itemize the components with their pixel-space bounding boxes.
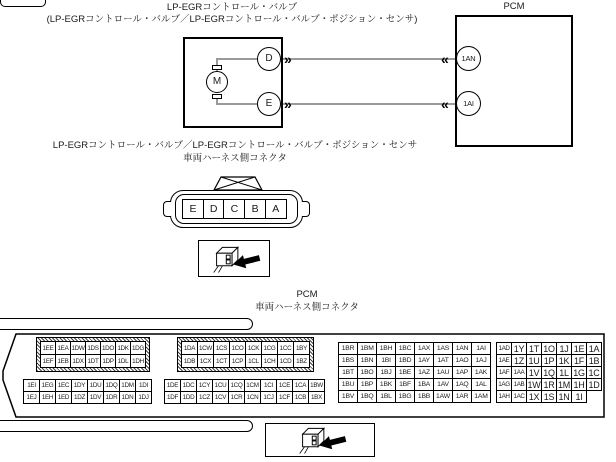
pin-cell-1bs: 1BS (338, 354, 358, 367)
pin-cell-1by: 1BY (293, 341, 310, 355)
pin-cell-1bm: 1BM (357, 342, 377, 355)
pin-cell-1ce: 1CE (276, 379, 293, 392)
pin-cell-1aq: 1AQ (452, 378, 472, 391)
inline-connector-chevron-left-icon: « (441, 96, 447, 112)
pin-cell-1bo: 1BO (357, 366, 377, 379)
pin-cell-1d: 1D (586, 378, 602, 391)
pin-cell-1bg: 1BG (395, 390, 415, 403)
pin-cell-1cz: 1CZ (196, 391, 213, 404)
pin-cell-1k: 1K (556, 354, 572, 367)
pin-cell-1ad: 1AD (496, 342, 512, 355)
pin-cell-1n: 1N (556, 390, 572, 403)
pin-cell-a: A (265, 199, 287, 219)
pin-cell-1o: 1O (541, 342, 557, 355)
pin-cell-c: C (223, 199, 245, 219)
pin-cell-1aa: 1AA (511, 366, 527, 379)
pin-cell-1dt: 1DT (85, 354, 101, 368)
valve-subtitle: (LP-EGRコントロール・バルブ／LP-EGRコントロール・バルブ・ポジション・センサ) (46, 14, 418, 25)
pin-cell-1f: 1F (571, 354, 587, 367)
pin-cell-1ci: 1CI (260, 379, 277, 392)
pin-cell-1bq: 1BQ (357, 390, 377, 403)
pin-cell-1cn: 1CN (244, 391, 261, 404)
pin-block-top-mid (177, 337, 314, 372)
pin-cell-1q: 1Q (541, 366, 557, 379)
pin-block-bottom-mid (164, 379, 325, 404)
pin-cell-1dw: 1DW (70, 341, 86, 355)
pin-cell-1df: 1DF (164, 391, 181, 404)
pcm-pin-1an: 1AN (456, 46, 481, 71)
pin-cell-1bf: 1BF (395, 378, 415, 391)
motor-icon: M (206, 71, 228, 93)
pin-cell-1bl: 1BL (376, 390, 396, 403)
pin-cell-1ec: 1EC (55, 379, 72, 392)
pin-cell-1dn: 1DN (119, 391, 136, 404)
pin-cell-1dl: 1DL (115, 354, 131, 368)
motor-brush-top-icon (212, 65, 222, 70)
pin-cell-1be: 1BE (395, 366, 415, 379)
pin-cell-1al: 1AL (471, 378, 491, 391)
pin-cell-1bu: 1BU (338, 378, 358, 391)
pin-cell-1cw: 1CW (197, 341, 214, 355)
pin-cell-1ea: 1EA (55, 341, 71, 355)
pin-block-top-left (36, 337, 150, 372)
pin-row (182, 199, 287, 219)
pin-row (40, 341, 146, 355)
pin-cell-1da: 1DA (181, 341, 198, 355)
pin-cell-1br: 1BR (338, 342, 358, 355)
pin-row (181, 341, 310, 355)
pin-block-right-large (338, 342, 491, 403)
pin-cell-1s: 1S (541, 390, 557, 403)
pin-cell-1ck: 1CK (245, 341, 262, 355)
pin-cell-1au: 1AU (433, 366, 453, 379)
pcm-connector-rail-top (0, 318, 253, 330)
pin-cell-1ap: 1AP (452, 366, 472, 379)
harness-connector-sublabel: 車両ハーネス側コネクタ (183, 153, 287, 164)
inline-connector-chevron-right-icon: » (284, 51, 290, 67)
pin-cell-1cv: 1CV (212, 391, 229, 404)
pin-cell-1ch: 1CH (261, 354, 278, 368)
pin-cell-1co: 1CO (229, 341, 246, 355)
pin-cell-1an: 1AN (452, 342, 472, 355)
valve-title: LP-EGRコントロール・バルブ (166, 2, 298, 13)
pin-cell-1cl: 1CL (245, 354, 262, 368)
pin-cell-1v: 1V (526, 366, 542, 379)
pin-cell-1e: 1E (571, 342, 587, 355)
pin-cell-1cg: 1CG (261, 341, 278, 355)
pin-row (40, 354, 146, 368)
connector-side-tab-right (302, 201, 310, 217)
pin-cell-1a: 1A (586, 342, 602, 355)
wire-d-to-1an (269, 58, 468, 60)
pin-cell-1cy: 1CY (196, 379, 213, 392)
pin-cell-1ak: 1AK (471, 366, 491, 379)
pin-cell-1cb: 1CB (292, 391, 309, 404)
pin-cell-1g: 1G (571, 366, 587, 379)
pin-cell-1bz: 1BZ (293, 354, 310, 368)
pin-cell-1p: 1P (541, 354, 557, 367)
pin-cell-1cx: 1CX (197, 354, 214, 368)
pin-cell-1bv: 1BV (338, 390, 358, 403)
pin-cell-1cd: 1CD (277, 354, 294, 368)
pin-cell-1dy: 1DY (71, 379, 88, 392)
pin-cell-1dj: 1DJ (135, 391, 152, 404)
pcm-title: PCM (503, 1, 525, 12)
pin-cell-1dk: 1DK (115, 341, 131, 355)
pin-cell-1bn: 1BN (357, 354, 377, 367)
pin-cell-1ed: 1ED (55, 391, 72, 404)
pin-cell-1ba: 1BA (414, 378, 434, 391)
pin-cell-1ax: 1AX (414, 342, 434, 355)
inline-connector-chevron-left-icon: « (441, 51, 447, 67)
pin-cell-1ei: 1EI (23, 379, 40, 392)
pin-cell-1dg: 1DG (130, 341, 146, 355)
pin-cell-1m: 1M (556, 378, 572, 391)
pin-cell-1dp: 1DP (100, 354, 116, 368)
pin-cell-1dz: 1DZ (71, 391, 88, 404)
pin-cell-1u: 1U (526, 354, 542, 367)
pin-cell-1de: 1DE (164, 379, 181, 392)
pin-cell-1as: 1AS (433, 342, 453, 355)
pin-cell-1t: 1T (526, 342, 542, 355)
pin-cell-1dh: 1DH (130, 354, 146, 368)
pin-row (496, 390, 602, 403)
pin-cell-1bj: 1BJ (376, 366, 396, 379)
pin-cell-1ao: 1AO (452, 354, 472, 367)
motor-brush-bottom-icon (212, 94, 222, 99)
pin-cell-1ee: 1EE (40, 341, 56, 355)
connector-side-tab-left (163, 201, 171, 217)
wire-e-to-1ai (269, 103, 468, 105)
pin-cell-1at: 1AT (433, 354, 453, 367)
valve-pin-d: D (257, 47, 281, 71)
pin-cell-1av: 1AV (433, 378, 453, 391)
pin-cell-1cj: 1CJ (260, 391, 277, 404)
pin-cell-1y: 1Y (511, 342, 527, 355)
connector-sketch-icon (291, 425, 349, 455)
connector-sketch-icon (205, 244, 263, 274)
pin-cell-1l: 1L (556, 366, 572, 379)
pin-cell-1x: 1X (526, 390, 542, 403)
pin-cell-1dq: 1DQ (103, 379, 120, 392)
pin-cell-1bw: 1BW (308, 379, 325, 392)
pin-cell-1i: 1I (571, 390, 587, 403)
pin-row (23, 391, 152, 404)
pin-cell-1bc: 1BC (395, 342, 415, 355)
inline-connector-chevron-right-icon: » (284, 96, 290, 112)
pin-cell-1ar: 1AR (452, 390, 472, 403)
pcm-box (455, 15, 573, 147)
pin-cell-1h: 1H (571, 378, 587, 391)
pcm-pin-1ai: 1AI (456, 91, 481, 116)
pin-cell-1bd: 1BD (395, 354, 415, 367)
pin-cell-1aj: 1AJ (471, 354, 491, 367)
pin-cell-1bh: 1BH (376, 342, 396, 355)
pin-cell-1ag: 1AG (496, 378, 512, 391)
pin-cell-1dr: 1DR (103, 391, 120, 404)
pin-cell-1db: 1DB (181, 354, 198, 368)
pin-cell-1dm: 1DM (119, 379, 136, 392)
pin-cell-1az: 1AZ (414, 366, 434, 379)
pcm-connector-sublabel: 車両ハーネス側コネクタ (255, 302, 359, 313)
pin-cell-1cp: 1CP (229, 354, 246, 368)
pcm-connector-label: PCM (296, 289, 318, 300)
valve-pin-e: E (257, 92, 281, 116)
pin-cell-1z: 1Z (511, 354, 527, 367)
pin-cell-1ab: 1AB (511, 378, 527, 391)
pin-cell-1cu: 1CU (212, 379, 229, 392)
pin-cell-1ds: 1DS (85, 341, 101, 355)
pin-cell-1dx: 1DX (70, 354, 86, 368)
pin-cell-1dc: 1DC (180, 379, 197, 392)
pin-cell-1am: 1AM (471, 390, 491, 403)
pin-cell-1di: 1DI (135, 379, 152, 392)
pin-cell-1aw: 1AW (433, 390, 453, 403)
pin-cell-1bi: 1BI (376, 354, 396, 367)
valve-connector-pin-strip (182, 199, 287, 219)
pin-cell-1bp: 1BP (357, 378, 377, 391)
connector-view-icon (265, 423, 375, 457)
pin-cell-1ca: 1CA (292, 379, 309, 392)
harness-connector-label: LP-EGRコントロール・バルブ／LP-EGRコントロール・バルブ・ポジション・センサ (52, 140, 418, 151)
pin-cell-1cs: 1CS (213, 341, 230, 355)
pin-cell-d: D (203, 199, 225, 219)
pin-block-bottom-left (23, 379, 152, 404)
pin-cell-1r: 1R (541, 378, 557, 391)
pin-cell-1do: 1DO (100, 341, 116, 355)
pin-cell-1bx: 1BX (308, 391, 325, 404)
pin-cell-1eh: 1EH (39, 391, 56, 404)
pin-row (338, 390, 491, 403)
pin-block-far-right (496, 342, 602, 403)
pin-cell-1du: 1DU (87, 379, 104, 392)
pin-cell-1eb: 1EB (55, 354, 71, 368)
pin-cell-1ef: 1EF (40, 354, 56, 368)
pin-cell-1cq: 1CQ (228, 379, 245, 392)
pin-cell-1dd: 1DD (180, 391, 197, 404)
pin-cell-1ay: 1AY (414, 354, 434, 367)
pcm-connector-rail-bottom (0, 420, 253, 432)
connector-view-icon (198, 240, 270, 277)
pin-cell-b: B (244, 199, 266, 219)
pin-row (181, 354, 310, 368)
pin-cell-1ai: 1AI (471, 342, 491, 355)
pin-cell-1cf: 1CF (276, 391, 293, 404)
pin-cell-1ae: 1AE (496, 354, 512, 367)
pin-cell-1bk: 1BK (376, 378, 396, 391)
pin-cell-1b: 1B (586, 354, 602, 367)
pin-cell-e: E (182, 199, 204, 219)
pin-row (164, 391, 325, 404)
pin-cell-1ej: 1EJ (23, 391, 40, 404)
pin-cell-1af: 1AF (496, 366, 512, 379)
pin-cell-1ah: 1AH (496, 390, 512, 403)
pin-cell-1eg: 1EG (39, 379, 56, 392)
pin-cell-1bt: 1BT (338, 366, 358, 379)
pin-cell-1c: 1C (586, 366, 602, 379)
pin-cell-1cr: 1CR (228, 391, 245, 404)
pin-cell-1ac: 1AC (511, 390, 527, 403)
pin-cell-1cc: 1CC (277, 341, 294, 355)
pin-cell-1w: 1W (527, 380, 541, 390)
pin-cell-1ct: 1CT (213, 354, 230, 368)
connector-lock-tab-icon (213, 176, 263, 191)
pin-cell-1cm: 1CM (244, 379, 261, 392)
pin-cell-1bb: 1BB (414, 390, 434, 403)
pin-cell-1dv: 1DV (87, 391, 104, 404)
pin-cell-1j: 1J (556, 342, 572, 355)
